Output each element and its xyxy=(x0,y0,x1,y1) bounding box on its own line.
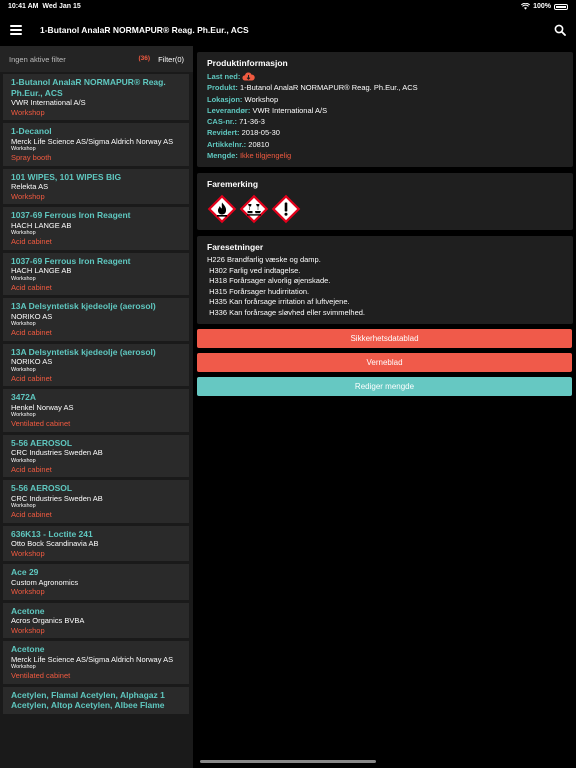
menu-icon[interactable] xyxy=(10,25,22,35)
supplier-name: Acros Organics BVBA xyxy=(11,616,85,625)
product-name: 1-Butanol AnalaR NORMAPUR® Reag. Ph.Eur., ACS xyxy=(11,77,166,98)
product-info-heading: Produktinformasjon xyxy=(207,58,288,68)
storage-name: Acid cabinet xyxy=(11,510,52,519)
product-name: 101 WIPES, 101 WIPES BIG xyxy=(11,171,122,182)
list-item[interactable] xyxy=(3,687,189,714)
product-info-card xyxy=(197,52,573,167)
exclamation-icon xyxy=(271,194,301,224)
list-item[interactable] xyxy=(3,169,189,205)
wifi-icon xyxy=(521,3,530,10)
product-name: 13A Delsyntetisk kjedeolje (aerosol) xyxy=(11,346,156,357)
product-name: 636K13 - Loctite 241 xyxy=(11,528,93,539)
supplier-name: CRC Industries Sweden AB xyxy=(11,448,103,457)
cas-label: CAS-nr.: xyxy=(207,117,237,127)
cas-value: 71-36-3 xyxy=(239,117,265,127)
hazard-statement: H335 Kan forårsage irritation af luftvejene. xyxy=(207,297,350,307)
storage-name: Workshop xyxy=(11,587,45,596)
supplier-name: Merck Life Science AS/Sigma Aldrich Norway AS xyxy=(11,654,174,664)
status-bar xyxy=(0,0,576,14)
list-item[interactable] xyxy=(3,253,189,296)
active-filter-label: Ingen aktive filter xyxy=(9,55,66,64)
storage-name: Workshop xyxy=(11,548,45,558)
storage-name: Workshop xyxy=(11,107,45,117)
storage-name: Acid cabinet xyxy=(11,237,52,246)
location-name: Workshop xyxy=(11,457,36,464)
filter-button[interactable]: Filter(0) xyxy=(158,55,184,64)
navigation-bar xyxy=(0,14,576,46)
revised-value: 2018-05-30 xyxy=(241,128,280,138)
product-name: 13A Delsyntetisk kjedeolje (aerosol) xyxy=(11,301,156,311)
revised-label: Revidert: xyxy=(207,128,240,138)
product-name: 5-56 AEROSOL xyxy=(11,483,73,493)
storage-name: Acid cabinet xyxy=(11,328,52,337)
list-item[interactable] xyxy=(3,389,189,432)
status-time: 10:41 AM Wed Jan 15 xyxy=(8,3,81,10)
download-label: Last ned: xyxy=(207,72,241,81)
hazard-statements-heading: Faresetninger xyxy=(207,242,264,253)
list-item[interactable] xyxy=(3,74,189,120)
location-name: Workshop xyxy=(11,275,36,282)
battery-percent: 100% xyxy=(533,3,551,10)
storage-name: Ventilated cabinet xyxy=(11,419,71,428)
hazard-statement: H302 Farlig ved indtagelse. xyxy=(207,265,301,275)
list-item[interactable] xyxy=(3,641,189,684)
hazard-statements-list xyxy=(207,255,563,318)
storage-name: Ventilated cabinet xyxy=(11,671,71,680)
supplier-value: VWR International A/S xyxy=(252,105,328,115)
location-label: Lokasjon: xyxy=(207,94,243,104)
product-name: Acetylen, Flamal Acetylen, Alphagaz 1 Acetylen, Altop Acetylen, Albee Flame xyxy=(11,689,165,710)
product-name: 1037-69 Ferrous Iron Reagent xyxy=(11,210,131,220)
hazard-statements-card xyxy=(197,236,573,324)
storage-name: Acid cabinet xyxy=(11,373,52,383)
cloud-download-icon[interactable] xyxy=(242,72,255,81)
supplier-name: Merck Life Science AS/Sigma Aldrich Norway AS xyxy=(11,136,174,146)
article-value: 20810 xyxy=(248,139,270,149)
product-name: Ace 29 xyxy=(11,567,39,577)
supplier-name: CRC Industries Sweden AB xyxy=(11,493,103,503)
list-item[interactable] xyxy=(3,480,189,523)
quantity-label: Mengde: xyxy=(207,151,238,161)
product-name: 3472A xyxy=(11,392,37,402)
safety-data-sheet-button[interactable]: Sikkerhetsdatablad xyxy=(197,329,572,348)
supplier-name: Relekta AS xyxy=(11,182,49,191)
location-name: Workshop xyxy=(11,321,36,327)
supplier-name: VWR International A/S xyxy=(11,98,86,107)
page-title: 1-Butanol AnalaR NORMAPUR® Reag. Ph.Eur., ACS xyxy=(40,25,249,35)
filter-bar xyxy=(0,46,193,72)
edit-quantity-button[interactable]: Rediger mengde xyxy=(197,377,572,396)
location-name: Workshop xyxy=(11,664,36,670)
battery-icon xyxy=(554,4,568,10)
storage-name: Acid cabinet xyxy=(11,282,52,292)
product-name: Acetone xyxy=(11,644,45,654)
supplier-name: Henkel Norway AS xyxy=(11,402,74,412)
product-name: 5-56 AEROSOL xyxy=(11,437,73,448)
storage-name: Acid cabinet xyxy=(11,464,52,474)
location-name: Workshop xyxy=(11,146,36,152)
hazard-marking-heading: Faremerking xyxy=(207,179,259,190)
result-count: (36) xyxy=(138,55,150,62)
supplier-name: Custom Agronomics xyxy=(11,577,79,587)
list-item[interactable] xyxy=(3,344,189,387)
storage-name: Workshop xyxy=(11,191,45,201)
protection-sheet-button[interactable]: Verneblad xyxy=(197,353,572,372)
supplier-name: HACH LANGE AB xyxy=(11,220,72,230)
location-name: Workshop xyxy=(11,366,36,373)
location-name: Workshop xyxy=(11,503,36,509)
location-name: Workshop xyxy=(11,412,36,418)
product-detail xyxy=(197,46,573,396)
list-item[interactable] xyxy=(3,435,189,478)
list-item[interactable] xyxy=(3,298,189,341)
supplier-name: NORIKO AS xyxy=(11,357,53,366)
hazard-statement: H318 Forårsager alvorlig øjenskade. xyxy=(207,276,331,286)
list-item[interactable] xyxy=(3,603,189,639)
product-list xyxy=(0,72,193,714)
list-item[interactable] xyxy=(3,123,189,166)
supplier-name: Otto Bock Scandinavia AB xyxy=(11,539,99,548)
corrosion-icon xyxy=(239,194,269,224)
location-name: Workshop xyxy=(11,230,36,236)
hazard-statement: H336 Kan forårsage sløvhed eller svimmelhed. xyxy=(207,307,365,317)
storage-name: Workshop xyxy=(11,625,45,635)
supplier-name: NORIKO AS xyxy=(11,311,53,321)
article-label: Artikkelnr.: xyxy=(207,139,247,149)
product-list-sidebar xyxy=(0,46,193,768)
quantity-value: Ikke tilgjengelig xyxy=(239,151,292,161)
supplier-label: Leverandør: xyxy=(207,105,251,115)
product-name: Acetone xyxy=(11,605,45,616)
supplier-name: HACH LANGE AB xyxy=(11,266,72,275)
storage-name: Spray booth xyxy=(11,153,52,162)
home-indicator xyxy=(200,760,376,763)
product-name: 1-Decanol xyxy=(11,126,52,136)
product-value: 1-Butanol AnalaR NORMAPUR® Reag. Ph.Eur., ACS xyxy=(239,83,418,93)
flame-icon xyxy=(207,194,237,224)
search-icon[interactable] xyxy=(554,24,566,36)
hazard-marking-card xyxy=(197,173,573,230)
list-item[interactable] xyxy=(3,564,189,600)
hazard-statement: H315 Forårsager hudirritation. xyxy=(207,286,310,296)
product-name: 1037-69 Ferrous Iron Reagent xyxy=(11,255,131,266)
location-value: Workshop xyxy=(244,94,279,104)
list-item[interactable] xyxy=(3,526,189,562)
list-item[interactable] xyxy=(3,207,189,250)
product-label: Produkt: xyxy=(207,83,238,93)
hazard-statement: H226 Brandfarlig væske og damp. xyxy=(207,255,321,265)
